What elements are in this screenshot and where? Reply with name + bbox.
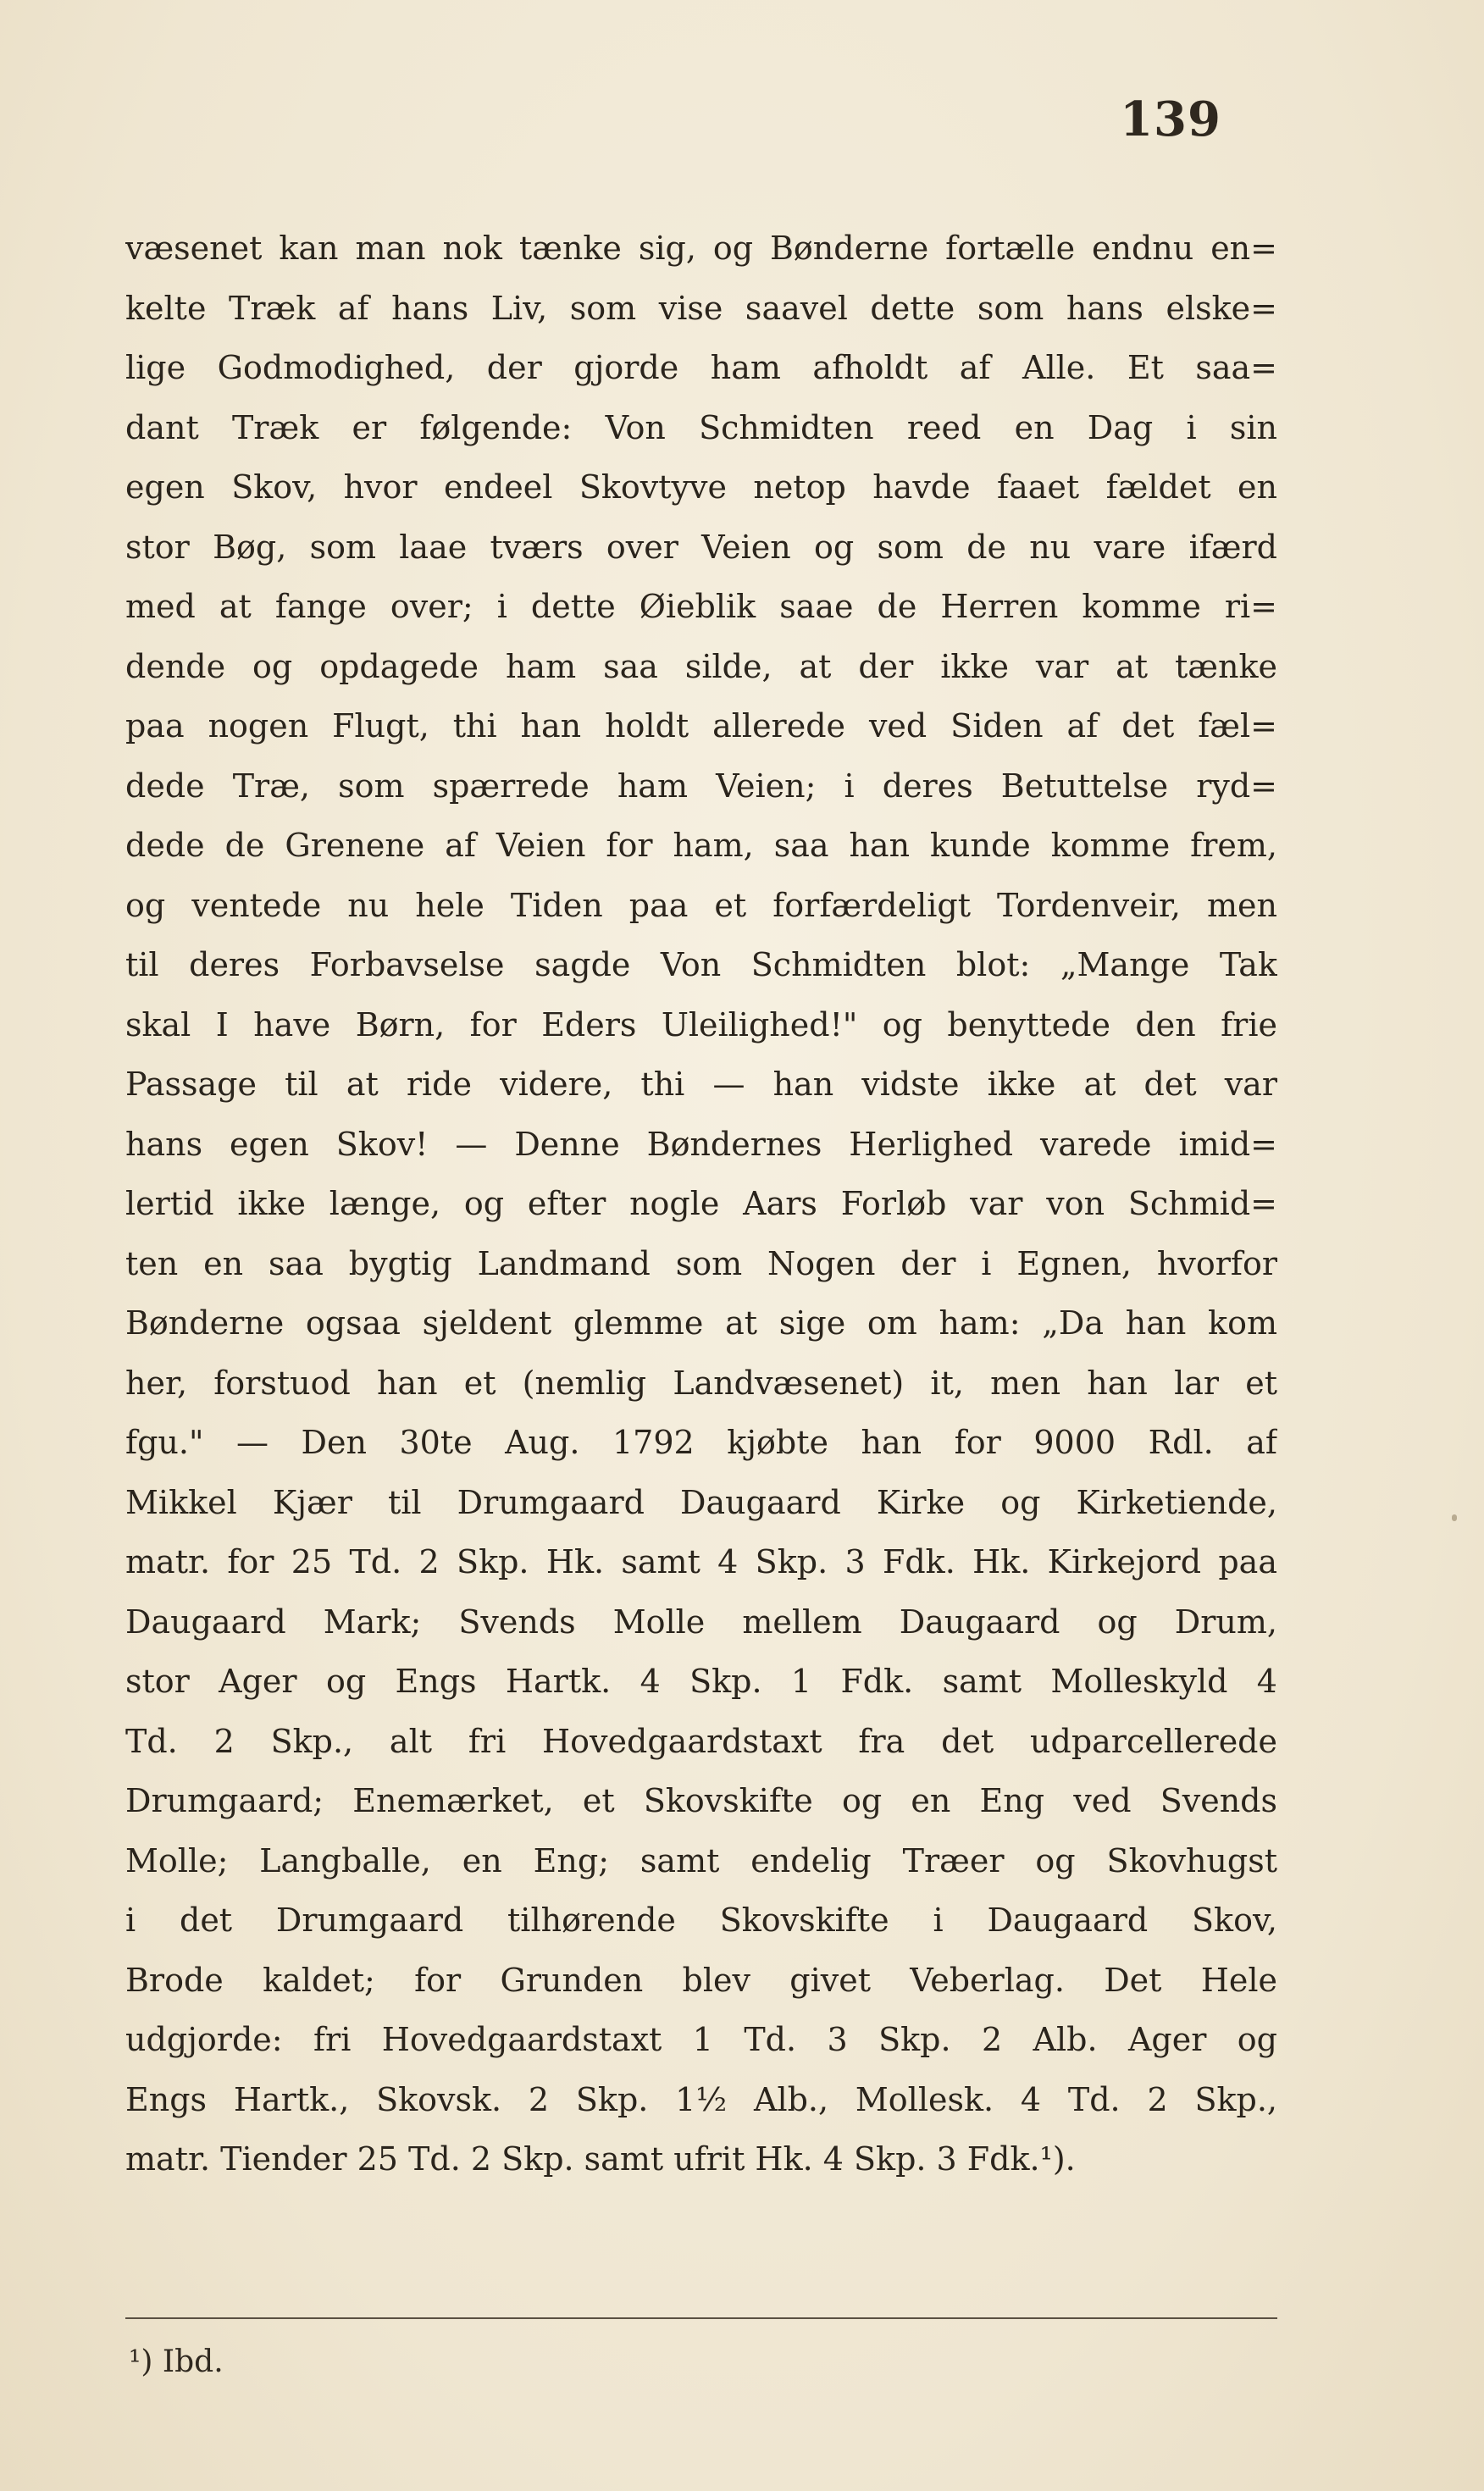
text-line: egen Skov, hvor endeel Skovtyve netop havde faaet fældet en (125, 468, 1277, 506)
text-line: stor Bøg, som laae tværs over Veien og som de nu vare ifærd (125, 528, 1277, 566)
text-line: Daugaard Mark; Svends Molle mellem Daugaard og Drum, (125, 1603, 1277, 1641)
text-line: Molle; Langballe, en Eng; samt endelig Træer og Skovhugst (125, 1841, 1277, 1879)
text-line: dede de Grenene af Veien for ham, saa han kunde komme frem, (125, 827, 1277, 864)
text-line: Td. 2 Skp., alt fri Hovedgaardstaxt fra det udparcellerede (125, 1722, 1277, 1760)
text-line: dende og opdagede ham saa silde, at der ikke var at tænke (125, 647, 1277, 685)
text-line: Passage til at ride videre, thi — han vidste ikke at det var (125, 1066, 1277, 1103)
text-line: stor Ager og Engs Hartk. 4 Skp. 1 Fdk. samt Molleskyld 4 (125, 1663, 1277, 1700)
footnote-divider (125, 2317, 1277, 2319)
text-line: fgu." — Den 30te Aug. 1792 kjøbte han for 9000 Rdl. af (125, 1424, 1277, 1461)
text-line: matr. for 25 Td. 2 Skp. Hk. samt 4 Skp. 3 Fdk. Hk. Kirkejord paa (125, 1543, 1277, 1580)
text-line: Drumgaard; Enemærket, et Skovskifte og en Eng ved Svends (125, 1782, 1277, 1819)
text-line: matr. Tiender 25 Td. 2 Skp. samt ufrit Hk. 4 Skp. 3 Fdk.¹). (125, 2140, 1076, 2178)
text-line: kelte Træk af hans Liv, som vise saavel dette som hans elske= (125, 289, 1277, 327)
body-text (125, 219, 1277, 2189)
paper-speck (1452, 1514, 1457, 1521)
footnote: ¹) Ibd. (129, 2344, 224, 2379)
text-line: Engs Hartk., Skovsk. 2 Skp. 1½ Alb., Mollesk. 4 Td. 2 Skp., (125, 2080, 1277, 2118)
text-line: ten en saa bygtig Landmand som Nogen der i Egnen, hvorfor (125, 1244, 1277, 1282)
text-line: lertid ikke længe, og efter nogle Aars Forløb var von Schmid= (125, 1185, 1277, 1222)
text-line: væsenet kan man nok tænke sig, og Bønderne fortælle endnu en= (125, 230, 1277, 267)
text-line: skal I have Børn, for Eders Uleilighed!" og benyttede den frie (125, 1005, 1277, 1043)
text-line: til deres Forbavselse sagde Von Schmidten blot: „Mange Tak (125, 946, 1277, 983)
text-line: udgjorde: fri Hovedgaardstaxt 1 Td. 3 Skp. 2 Alb. Ager og (125, 2021, 1277, 2058)
text-line: dede Træ, som spærrede ham Veien; i deres Betuttelse ryd= (125, 767, 1277, 805)
text-line: og ventede nu hele Tiden paa et forfærdeligt Tordenveir, men (125, 886, 1277, 924)
text-line: Bønderne ogsaa sjeldent glemme at sige om ham: „Da han kom (125, 1304, 1277, 1342)
text-line: lige Godmodighed, der gjorde ham afholdt af Alle. Et saa= (125, 349, 1277, 386)
text-line: Brode kaldet; for Grunden blev givet Veberlag. Det Hele (125, 1961, 1277, 1999)
text-line: med at fange over; i dette Øieblik saae de Herren komme ri= (125, 588, 1277, 625)
text-line: i det Drumgaard tilhørende Skovskifte i Daugaard Skov, (125, 1901, 1277, 1939)
page-number: 139 (1120, 91, 1221, 147)
text-line: hans egen Skov! — Denne Bøndernes Herlighed varede imid= (125, 1125, 1277, 1163)
text-line: paa nogen Flugt, thi han holdt allerede ved Siden af det fæl= (125, 707, 1277, 745)
text-line: dant Træk er følgende: Von Schmidten reed en Dag i sin (125, 408, 1277, 446)
text-line: Mikkel Kjær til Drumgaard Daugaard Kirke og Kirketiende, (125, 1483, 1277, 1521)
text-line: her, forstuod han et (nemlig Landvæsenet) it, men han lar et (125, 1364, 1277, 1402)
